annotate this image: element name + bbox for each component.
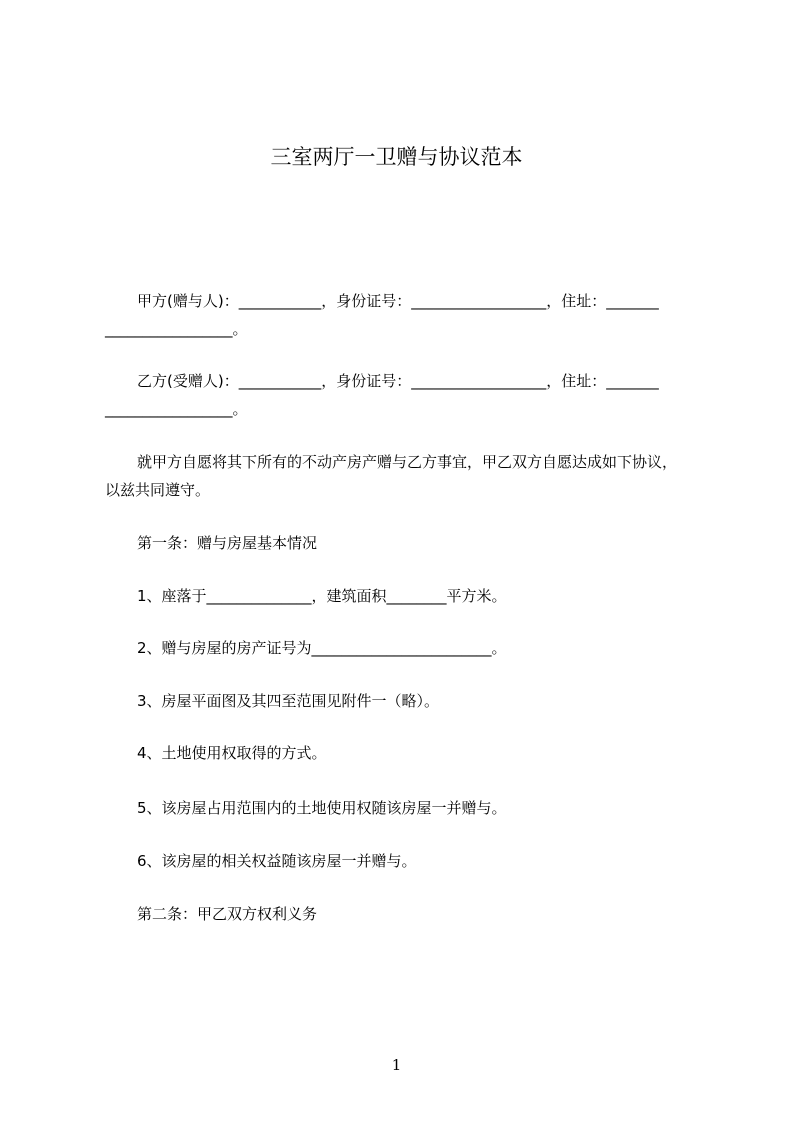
party-b-line-1: 乙方(受赠人)：___________，身份证号：__________________，住址：_______ (137, 372, 659, 390)
article-1-item: 3、房屋平面图及其四至范围见附件一（略）。 (137, 692, 440, 710)
article-1-item: 5、该房屋占用范围内的土地使用权随该房屋一并赠与。 (137, 799, 507, 817)
page-number: 1 (391, 1056, 402, 1074)
article-1-heading: 第一条：赠与房屋基本情况 (137, 534, 318, 552)
party-a-line-1: 甲方(赠与人)：___________，身份证号：__________________，住址：_______ (137, 292, 659, 310)
article-1-item: 1、座落于______________，建筑面积________平方米。 (137, 587, 507, 605)
article-1-item: 4、土地使用权取得的方式。 (137, 744, 327, 762)
document-title: 三室两厅一卫赠与协议范本 (270, 145, 523, 169)
article-2-heading: 第二条：甲乙双方权利义务 (137, 905, 318, 923)
article-1-item: 6、该房屋的相关权益随该房屋一并赠与。 (137, 852, 417, 870)
preamble-line-1: 就甲方自愿将其下所有的不动产房产赠与乙方事宜，甲乙双方自愿达成如下协议， (137, 453, 678, 471)
party-a-line-2: _________________。 (105, 320, 248, 338)
preamble-line-2: 以兹共同遵守。 (105, 481, 211, 499)
article-1-item: 2、赠与房屋的房产证号为________________________。 (137, 639, 507, 657)
party-b-line-2: _________________。 (105, 400, 248, 418)
